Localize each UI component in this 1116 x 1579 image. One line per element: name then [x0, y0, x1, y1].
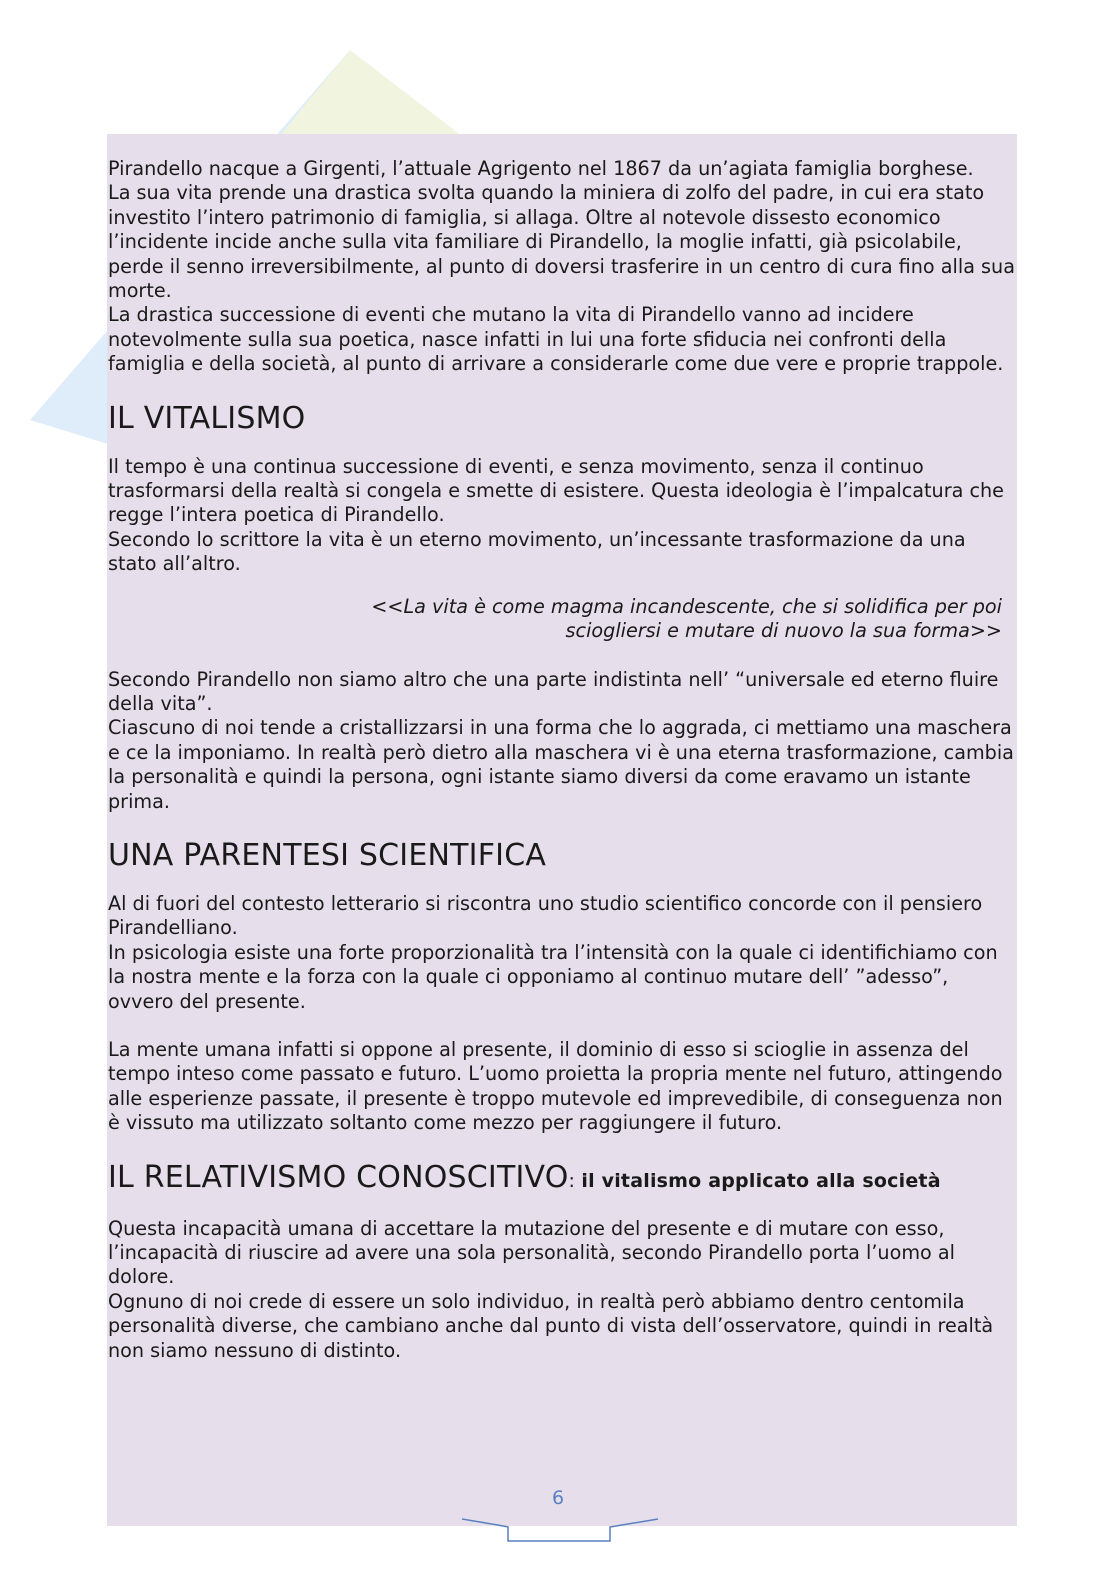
paragraph: La sua vita prende una drastica svolta quando la miniera di zolfo del padre, in cui era stato investito l’intero patrimonio di famiglia, si allaga. Oltre al notevole dissesto economico l’incidente incide anche sulla vita familiare di Pirandello, la moglie infatti, già psicolabile, perde il senno irreversibilmente, al punto di doversi trasferire in un centro di cura fino alla sua morte.: [108, 181, 1015, 303]
heading-relativismo-subtitle: il vitalismo applicato alla società: [581, 1169, 941, 1192]
paragraph: In psicologia esiste una forte proporzionalità tra l’intensità con la quale ci identifichiamo con la nostra mente e la forza con la quale ci opponiamo al continuo mutare dell’ ”adesso”, ovvero del presente.: [108, 940, 998, 1013]
paragraph: Secondo lo scrittore la vita è un eterno movimento, un’incessante trasformazione da una stato all’altro.: [108, 527, 966, 576]
paragraph: Questa incapacità umana di accettare la mutazione del presente e di mutare con esso, l’incapacità di riuscire ad avere una sola personalità, secondo Pirandello porta l’uomo al dolore.: [108, 1216, 955, 1289]
paragraph: Pirandello nacque a Girgenti, l’attuale Agrigento nel 1867 da un’agiata famiglia borghese.: [108, 157, 974, 180]
quote-line: sciogliersi e mutare di nuovo la sua forma>>: [565, 619, 1002, 643]
paragraph: La drastica successione di eventi che mutano la vita di Pirandello vanno ad incidere notevolmente sulla sua poetica, nasce infatti in lui una forte sfiducia nei confronti della famiglia e della società, al punto di arrivare a considerarle come due vere e proprie trappole.: [108, 303, 1004, 376]
paragraph: La mente umana infatti si oppone al presente, il dominio di esso si scioglie in assenza del tempo inteso come passato e futuro. L’uomo proietta la propria mente nel futuro, attingendo alle esperienze passate, il presente è troppo mutevole ed imprevedibile, di conseguenza non è vissuto ma utilizzato soltanto come mezzo per raggiungere il futuro.: [108, 1037, 1003, 1135]
page-number: 6: [551, 1487, 565, 1509]
spacer: [108, 1014, 1018, 1038]
paragraph: Secondo Pirandello non siamo altro che una parte indistinta nell’ “universale ed eterno fluire della vita”.: [108, 667, 999, 715]
page-content: [108, 157, 1018, 1363]
heading-parentesi-scientifica: UNA PARENTESI SCIENTIFICA: [108, 837, 547, 873]
quote-line: <<La vita è come magma incandescente, che si solidifica per poi: [371, 594, 1002, 618]
quote-block: [108, 595, 1018, 644]
heading-separator: :: [568, 1169, 582, 1192]
paragraph: Il tempo è una continua successione di eventi, e senza movimento, senza il continuo trasformarsi della realtà si congela e smette di esistere. Questa ideologia è l’impalcatura che regge l’intera poetica di Pirandello.: [108, 454, 1004, 527]
paragraph: Ognuno di noi crede di essere un solo individuo, in realtà però abbiamo dentro centomila personalità diverse, che cambiano anche dal punto di vista dell’osservatore, quindi in realtà non siamo nessuno di distinto.: [108, 1289, 994, 1362]
heading-vitalismo: IL VITALISMO: [108, 400, 306, 436]
heading-relativismo: [108, 1160, 1018, 1199]
paragraph: Ciascuno di noi tende a cristallizzarsi in una forma che lo aggrada, ci mettiamo una maschera e ce la imponiamo. In realtà però dietro alla maschera vi è una eterna trasformazione, cambia la personalità e quindi la persona, ogni istante siamo diversi da come eravamo un istante prima.: [108, 716, 1014, 813]
footer-bracket-decoration: [460, 1515, 660, 1545]
paragraph: Al di fuori del contesto letterario si riscontra uno studio scientifico concorde con il pensiero Pirandelliano.: [108, 891, 983, 940]
heading-relativismo-title: IL RELATIVISMO CONOSCITIVO: [108, 1159, 569, 1195]
